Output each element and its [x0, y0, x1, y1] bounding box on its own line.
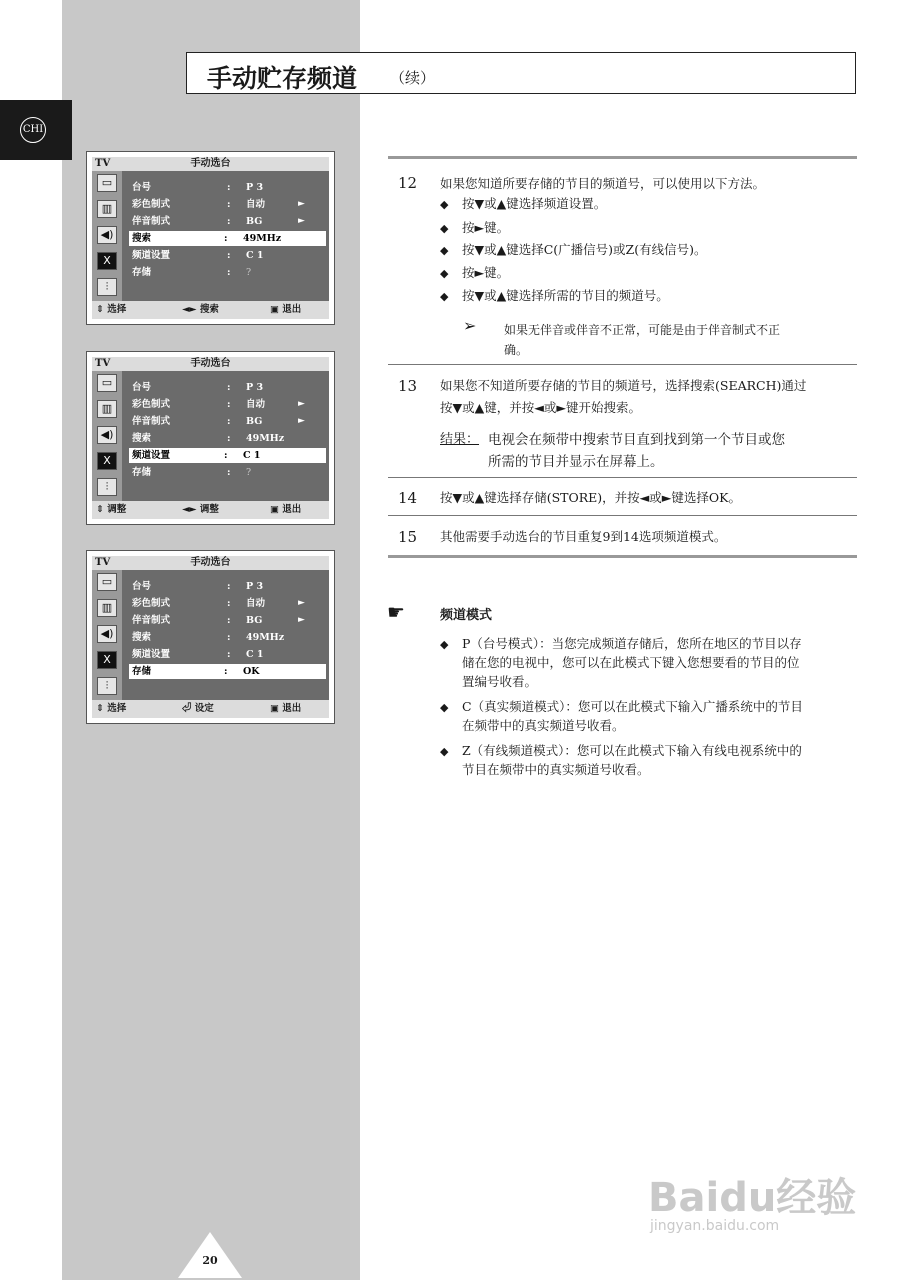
- footer-exit-hint: ▣ 退出: [270, 703, 302, 714]
- language-badge: CHI: [20, 117, 46, 143]
- step-divider: [388, 477, 857, 478]
- menu-item-value: C 1: [243, 450, 261, 461]
- tv-menu-screen-1: [86, 151, 335, 325]
- setup-sliders-icon[interactable]: ⫶: [97, 478, 117, 496]
- diamond-bullet-icon: ◆: [440, 198, 449, 211]
- menu-item-value: BG: [246, 216, 263, 227]
- menu-bars-icon[interactable]: ▥: [97, 599, 117, 617]
- section-rule: [388, 555, 857, 558]
- menu-item-colon: :: [227, 632, 231, 643]
- speaker-icon[interactable]: ◀): [97, 625, 117, 643]
- tip-item-line: 储在您的电视中，您可以在此模式下键入您想要看的节目的位: [462, 655, 800, 670]
- step-number: 15: [398, 528, 418, 546]
- menu-item[interactable]: [132, 265, 326, 280]
- menu-item-colon: :: [227, 199, 231, 210]
- bullet-text: 按►键。: [462, 220, 510, 235]
- page-number: 20: [202, 1254, 218, 1267]
- menu-item[interactable]: [132, 248, 326, 263]
- menu-item[interactable]: [132, 397, 326, 412]
- note-text: 确。: [504, 343, 529, 357]
- menu-item-label: 频道设置: [132, 450, 171, 461]
- menu-item-colon: :: [227, 250, 231, 261]
- menu-item[interactable]: [132, 579, 326, 594]
- tv-menu-screen-2: [86, 351, 335, 525]
- menu-bars-icon[interactable]: ▥: [97, 200, 117, 218]
- picture-menu-icon[interactable]: ▭: [97, 374, 117, 392]
- menu-item[interactable]: [129, 448, 326, 463]
- menu-item-value: ?: [246, 267, 252, 278]
- menu-item-value: ?: [246, 467, 252, 478]
- menu-source-label: TV: [95, 557, 111, 568]
- menu-item-label: 彩色制式: [132, 199, 171, 210]
- step-text: 其他需要手动选台的节目重复9到14选项频道模式。: [440, 529, 727, 544]
- menu-item-colon: :: [227, 216, 231, 227]
- step-divider: [388, 515, 857, 516]
- menu-item[interactable]: [132, 596, 326, 611]
- tip-item-line: 节目在频带中的真实频道号收看。: [462, 762, 650, 777]
- menu-item-value: 49MHz: [243, 233, 282, 244]
- diamond-bullet-icon: ◆: [440, 745, 449, 758]
- menu-source-label: TV: [95, 358, 111, 369]
- menu-item-value: C 1: [246, 250, 264, 261]
- tip-item-line: 置编号收看。: [462, 674, 538, 689]
- menu-bars-icon[interactable]: ▥: [97, 400, 117, 418]
- menu-item[interactable]: [129, 231, 326, 246]
- menu-item-value: OK: [243, 666, 260, 677]
- note-text: 如果无伴音或伴音不正常，可能是由于伴音制式不正: [504, 323, 781, 337]
- menu-item-label: 搜索: [132, 433, 152, 444]
- tip-item-line: 在频带中的真实频道号收看。: [462, 718, 625, 733]
- menu-item[interactable]: [132, 414, 326, 429]
- footer-hint: ⇕ 选择: [96, 703, 127, 714]
- menu-item[interactable]: [132, 380, 326, 395]
- step-number: 14: [398, 489, 418, 507]
- right-arrow-icon: ►: [298, 399, 305, 409]
- menu-icon-column: [92, 570, 122, 700]
- menu-item-value: P 3: [246, 581, 264, 592]
- right-arrow-icon: ►: [298, 598, 305, 608]
- step-text: 如果您知道所要存储的节目的频道号，可以使用以下方法。: [440, 176, 766, 191]
- menu-item-value: 自动: [246, 399, 266, 410]
- menu-item[interactable]: [132, 180, 326, 195]
- page-title-suffix: （续）: [390, 69, 436, 87]
- diamond-bullet-icon: ◆: [440, 267, 449, 280]
- menu-item-colon: :: [227, 267, 231, 278]
- menu-item-value: BG: [246, 416, 263, 427]
- menu-item-value: 49MHz: [246, 632, 285, 643]
- menu-item-colon: :: [227, 467, 231, 478]
- channel-satellite-icon[interactable]: X: [97, 252, 117, 270]
- footer-hint: ⇕ 调整: [96, 504, 127, 515]
- menu-body: [122, 570, 329, 700]
- result-text: 所需的节目并显示在屏幕上。: [488, 454, 664, 470]
- bullet-text: 按►键。: [462, 265, 510, 280]
- menu-item[interactable]: [129, 664, 326, 679]
- menu-item[interactable]: [132, 630, 326, 645]
- menu-item-label: 伴音制式: [132, 615, 171, 626]
- channel-satellite-icon[interactable]: X: [97, 651, 117, 669]
- menu-item-label: 搜索: [132, 632, 152, 643]
- menu-item[interactable]: [132, 214, 326, 229]
- menu-item-value: C 1: [246, 649, 264, 660]
- diamond-bullet-icon: ◆: [440, 290, 449, 303]
- menu-icon-column: [92, 171, 122, 301]
- menu-item[interactable]: [132, 613, 326, 628]
- page-title-box: [186, 52, 856, 94]
- right-arrow-icon: ►: [298, 199, 305, 209]
- menu-item[interactable]: [132, 431, 326, 446]
- menu-item-label: 伴音制式: [132, 216, 171, 227]
- footer-hint: ⇕ 选择: [96, 304, 127, 315]
- channel-satellite-icon[interactable]: X: [97, 452, 117, 470]
- menu-item-colon: :: [224, 450, 228, 461]
- setup-sliders-icon[interactable]: ⫶: [97, 677, 117, 695]
- menu-footer: [92, 501, 329, 519]
- step-text: 按▼或▲键选择存储(STORE)，并按◄或►键选择OK。: [440, 490, 741, 505]
- right-arrow-icon: ►: [298, 615, 305, 625]
- menu-item-label: 搜索: [132, 233, 152, 244]
- menu-item[interactable]: [132, 465, 326, 480]
- menu-body: [122, 371, 329, 501]
- result-label: 结果：: [440, 432, 480, 447]
- menu-item-value: 自动: [246, 199, 266, 210]
- watermark-logo: Baidu经验: [648, 1175, 857, 1221]
- picture-menu-icon[interactable]: ▭: [97, 573, 117, 591]
- tip-item-line: C（真实频道模式）：您可以在此模式下输入广播系统中的节目: [462, 699, 803, 714]
- menu-item-value: P 3: [246, 382, 264, 393]
- menu-source-label: TV: [95, 158, 111, 169]
- menu-item-label: 存储: [132, 267, 152, 278]
- step-divider: [388, 364, 857, 365]
- menu-title: 手动选台: [190, 358, 231, 369]
- menu-item-label: 存储: [132, 467, 152, 478]
- footer-exit-hint: ▣ 退出: [270, 304, 302, 315]
- menu-item-colon: :: [224, 666, 228, 677]
- menu-item-colon: :: [224, 233, 228, 244]
- tip-title: 频道模式: [440, 608, 493, 623]
- menu-footer: [92, 301, 329, 319]
- speaker-icon[interactable]: ◀): [97, 426, 117, 444]
- tip-item-line: P（台号模式）：当您完成频道存储后，您所在地区的节目以存: [462, 636, 802, 651]
- diamond-bullet-icon: ◆: [440, 701, 449, 714]
- menu-item-label: 频道设置: [132, 250, 171, 261]
- result-text: 电视会在频带中搜索节目直到找到第一个节目或您: [488, 432, 785, 448]
- section-rule: [388, 156, 857, 159]
- tip-item-line: Z（有线频道模式）：您可以在此模式下输入有线电视系统中的: [462, 743, 802, 758]
- menu-item-value: 自动: [246, 598, 266, 609]
- menu-item-colon: :: [227, 433, 231, 444]
- pointing-hand-icon: ☛: [387, 600, 405, 624]
- menu-header: [92, 357, 329, 371]
- menu-header: [92, 556, 329, 570]
- menu-item[interactable]: [132, 647, 326, 662]
- menu-item-value: P 3: [246, 182, 264, 193]
- setup-sliders-icon[interactable]: ⫶: [97, 278, 117, 296]
- speaker-icon[interactable]: ◀): [97, 226, 117, 244]
- menu-item-colon: :: [227, 399, 231, 410]
- menu-item-colon: :: [227, 581, 231, 592]
- footer-hint: ⏎ 设定: [182, 703, 214, 714]
- step-text: 按▼或▲键，并按◄或►键开始搜索。: [440, 400, 641, 415]
- menu-item-value: 49MHz: [246, 433, 285, 444]
- footer-hint: ◄► 搜索: [182, 304, 219, 315]
- footer-exit-hint: ▣ 退出: [270, 504, 302, 515]
- menu-item-label: 台号: [132, 382, 152, 393]
- menu-item-label: 存储: [132, 666, 152, 677]
- note-arrow-icon: ➢: [463, 316, 477, 335]
- diamond-bullet-icon: ◆: [440, 222, 449, 235]
- menu-item-colon: :: [227, 649, 231, 660]
- menu-icon-column: [92, 371, 122, 501]
- footer-hint: ◄► 调整: [182, 504, 219, 515]
- menu-item[interactable]: [132, 197, 326, 212]
- bullet-text: 按▼或▲键选择频道设置。: [462, 196, 607, 211]
- menu-item-value: BG: [246, 615, 263, 626]
- menu-header: [92, 157, 329, 171]
- diamond-bullet-icon: ◆: [440, 638, 449, 651]
- menu-item-label: 台号: [132, 182, 152, 193]
- menu-footer: [92, 700, 329, 718]
- diamond-bullet-icon: ◆: [440, 244, 449, 257]
- page-title: 手动贮存频道: [207, 64, 358, 93]
- menu-item-colon: :: [227, 598, 231, 609]
- menu-title: 手动选台: [190, 158, 231, 169]
- right-arrow-icon: ►: [298, 216, 305, 226]
- bullet-text: 按▼或▲键选择所需的节目的频道号。: [462, 288, 669, 303]
- menu-item-label: 彩色制式: [132, 399, 171, 410]
- menu-item-colon: :: [227, 416, 231, 427]
- step-number: 13: [398, 377, 418, 395]
- menu-item-label: 台号: [132, 581, 152, 592]
- tv-menu-screen-3: [86, 550, 335, 724]
- menu-item-label: 伴音制式: [132, 416, 171, 427]
- picture-menu-icon[interactable]: ▭: [97, 174, 117, 192]
- step-text: 如果您不知道所要存储的节目的频道号，选择搜索(SEARCH)通过: [440, 378, 807, 393]
- menu-item-colon: :: [227, 182, 231, 193]
- menu-item-label: 频道设置: [132, 649, 171, 660]
- menu-item-colon: :: [227, 615, 231, 626]
- menu-body: [122, 171, 329, 301]
- bullet-text: 按▼或▲键选择C(广播信号)或Z(有线信号)。: [462, 242, 707, 257]
- menu-item-label: 彩色制式: [132, 598, 171, 609]
- right-arrow-icon: ►: [298, 416, 305, 426]
- menu-item-colon: :: [227, 382, 231, 393]
- watermark-url: jingyan.baidu.com: [650, 1218, 780, 1234]
- step-number: 12: [398, 174, 418, 192]
- menu-title: 手动选台: [190, 557, 231, 568]
